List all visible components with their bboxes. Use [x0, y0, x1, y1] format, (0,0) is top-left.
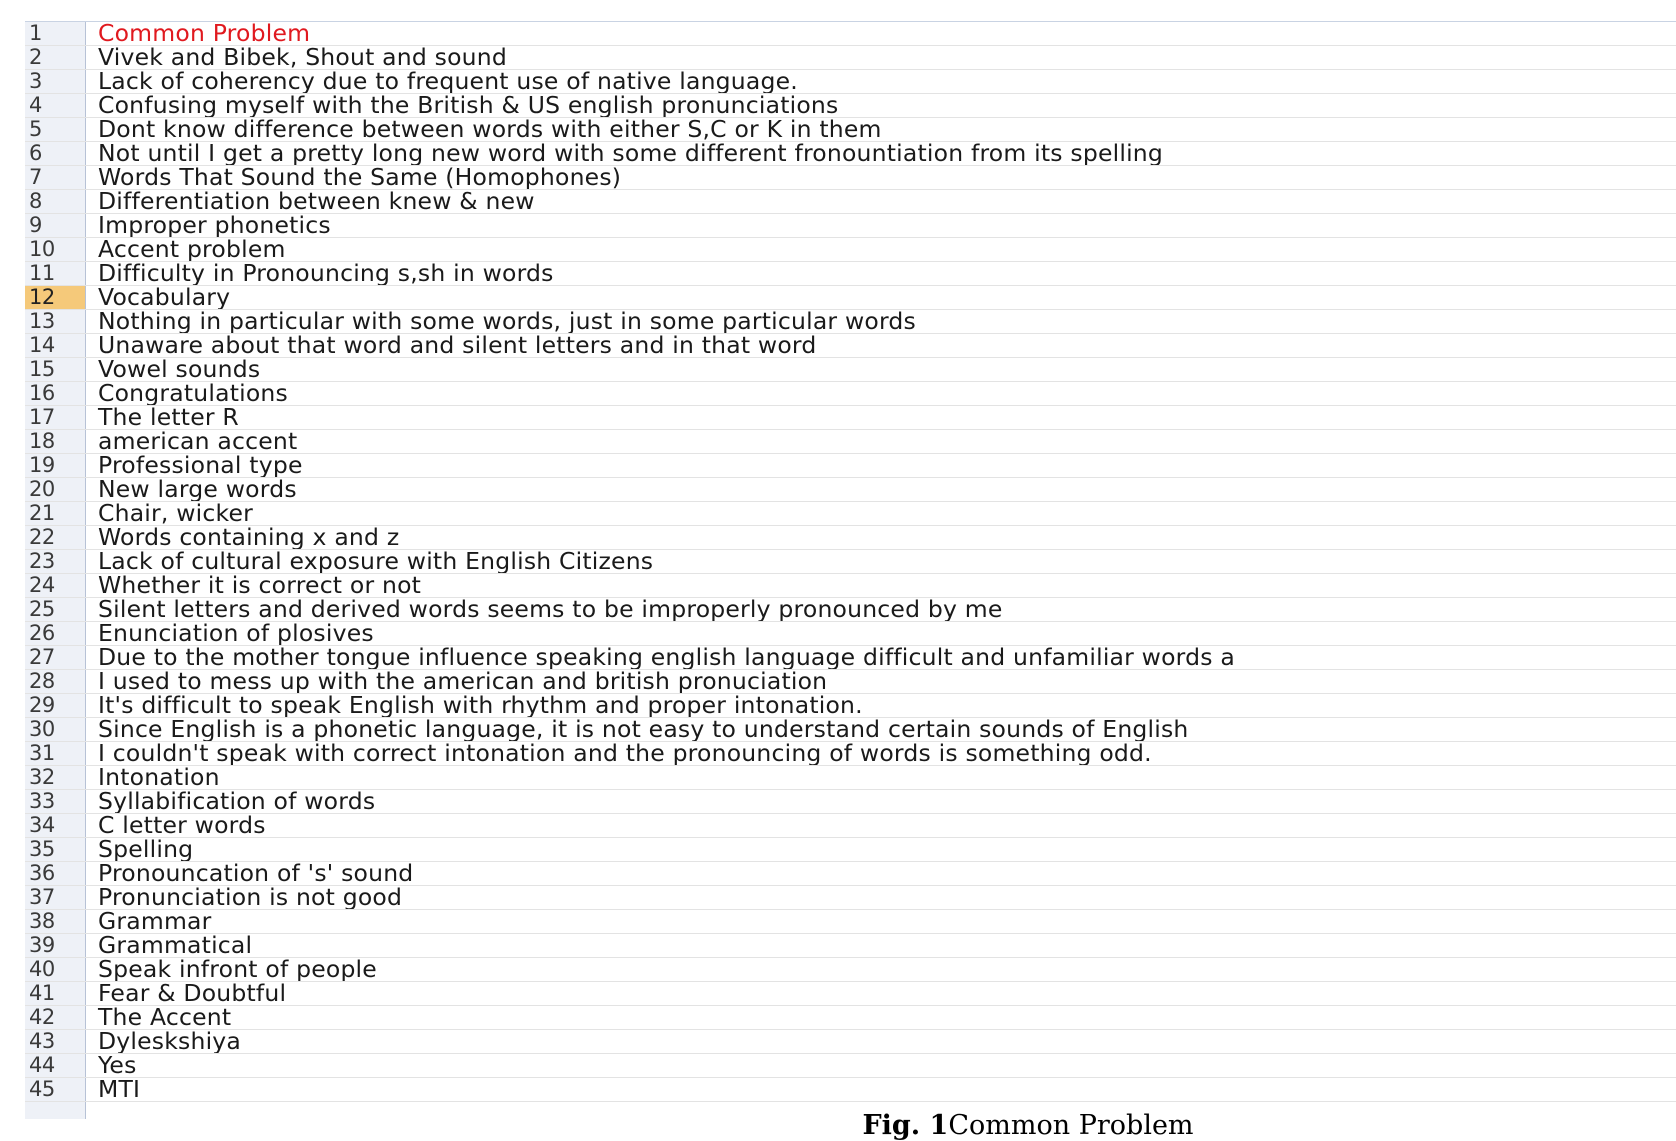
table-cell[interactable]: Lack of coherency due to frequent use of native language. [98, 70, 798, 93]
row-header[interactable]: 6 [25, 142, 86, 165]
table-cell[interactable]: Vocabulary [98, 286, 231, 309]
row-header[interactable]: 38 [25, 910, 86, 933]
row-header[interactable]: 18 [25, 430, 86, 453]
row-header[interactable]: 21 [25, 502, 86, 525]
table-row[interactable] [25, 22, 1676, 46]
table-row[interactable] [25, 70, 1676, 94]
table-cell[interactable]: Not until I get a pretty long new word with some different fronountiation from its spelling [98, 142, 1164, 165]
row-header[interactable]: 36 [25, 862, 86, 885]
table-cell[interactable]: Words That Sound the Same (Homophones) [98, 166, 622, 189]
table-row[interactable] [25, 838, 1676, 862]
table-cell[interactable]: Vowel sounds [98, 358, 261, 381]
table-cell[interactable]: Speak infront of people [98, 958, 377, 981]
table-row[interactable] [25, 286, 1676, 310]
table-cell[interactable]: MTI [98, 1078, 141, 1101]
table-cell[interactable]: Confusing myself with the British & US english pronunciations [98, 94, 839, 117]
row-header[interactable]: 39 [25, 934, 86, 957]
table-row[interactable] [25, 166, 1676, 190]
table-row[interactable] [25, 790, 1676, 814]
table-cell[interactable]: Accent problem [98, 238, 286, 261]
row-header[interactable]: 44 [25, 1054, 86, 1077]
table-cell[interactable]: The letter R [98, 406, 239, 429]
table-cell[interactable]: Silent letters and derived words seems to be improperly pronounced by me [98, 598, 1003, 621]
table-cell[interactable]: Lack of cultural exposure with English Citizens [98, 550, 654, 573]
table-cell[interactable]: Dyleskshiya [98, 1030, 242, 1053]
table-row[interactable] [25, 1006, 1676, 1030]
table-cell[interactable]: Nothing in particular with some words, just in some particular words [98, 310, 916, 333]
row-header[interactable]: 11 [25, 262, 86, 285]
table-cell[interactable]: Grammar [98, 910, 212, 933]
table-cell[interactable]: C letter words [98, 814, 266, 837]
table-row[interactable] [25, 238, 1676, 262]
row-header[interactable]: 25 [25, 598, 86, 621]
table-cell[interactable]: The Accent [98, 1006, 232, 1029]
table-cell[interactable]: Since English is a phonetic language, it is not easy to understand certain sounds of English [98, 718, 1189, 741]
table-cell[interactable]: Grammatical [98, 934, 253, 957]
row-header[interactable]: 31 [25, 742, 86, 765]
row-header[interactable]: 30 [25, 718, 86, 741]
table-cell[interactable]: Fear & Doubtful [98, 982, 287, 1005]
row-header[interactable]: 26 [25, 622, 86, 645]
table-row[interactable] [25, 430, 1676, 454]
table-row[interactable] [25, 550, 1676, 574]
row-header[interactable]: 32 [25, 766, 86, 789]
table-row[interactable] [25, 382, 1676, 406]
table-cell[interactable]: Yes [98, 1054, 137, 1077]
row-header[interactable]: 7 [25, 166, 86, 189]
table-cell[interactable]: Dont know difference between words with either S,C or K in them [98, 118, 882, 141]
table-cell[interactable]: It's difficult to speak English with rhythm and proper intonation. [98, 694, 863, 717]
table-row[interactable] [25, 670, 1676, 694]
table-row[interactable] [25, 142, 1676, 166]
table-row[interactable] [25, 862, 1676, 886]
table-row[interactable] [25, 1054, 1676, 1078]
row-header[interactable]: 16 [25, 382, 86, 405]
row-header[interactable]: 28 [25, 670, 86, 693]
row-header[interactable]: 3 [25, 70, 86, 93]
row-header[interactable]: 35 [25, 838, 86, 861]
table-cell[interactable]: Whether it is correct or not [98, 574, 422, 597]
row-header[interactable]: 17 [25, 406, 86, 429]
table-cell[interactable]: Differentiation between knew & new [98, 190, 535, 213]
table-row[interactable] [25, 814, 1676, 838]
table-cell[interactable]: Enunciation of plosives [98, 622, 374, 645]
row-header[interactable]: 10 [25, 238, 86, 261]
table-cell[interactable]: Improper phonetics [98, 214, 331, 237]
table-row[interactable] [25, 982, 1676, 1006]
table-row[interactable] [25, 262, 1676, 286]
row-header[interactable]: 13 [25, 310, 86, 333]
table-cell[interactable]: Intonation [98, 766, 220, 789]
table-cell[interactable]: Spelling [98, 838, 194, 861]
row-header[interactable]: 41 [25, 982, 86, 1005]
row-header[interactable]: 29 [25, 694, 86, 717]
table-row[interactable] [25, 214, 1676, 238]
table-cell[interactable]: Unaware about that word and silent letters and in that word [98, 334, 817, 357]
table-row[interactable] [25, 454, 1676, 478]
row-header[interactable]: 37 [25, 886, 86, 909]
table-cell[interactable]: Pronunciation is not good [98, 886, 403, 909]
table-row[interactable] [25, 1078, 1676, 1102]
row-header[interactable]: 12 [25, 286, 86, 309]
row-header[interactable]: 22 [25, 526, 86, 549]
figure-caption-label: Fig. 1 [862, 1110, 949, 1141]
table-row[interactable] [25, 46, 1676, 70]
table-row[interactable] [25, 478, 1676, 502]
table-cell[interactable]: Vivek and Bibek, Shout and sound [98, 46, 507, 69]
table-row[interactable] [25, 934, 1676, 958]
table-cell[interactable]: I used to mess up with the american and british pronuciation [98, 670, 828, 693]
spreadsheet-grid [25, 21, 1676, 1119]
table-row[interactable] [25, 502, 1676, 526]
table-row[interactable] [25, 622, 1676, 646]
table-row[interactable] [25, 310, 1676, 334]
table-row[interactable] [25, 94, 1676, 118]
row-header[interactable]: 20 [25, 478, 86, 501]
table-cell[interactable]: Professional type [98, 454, 303, 477]
table-cell[interactable]: Chair, wicker [98, 502, 253, 525]
row-header[interactable]: 5 [25, 118, 86, 141]
row-header[interactable]: 23 [25, 550, 86, 573]
row-header[interactable]: 34 [25, 814, 86, 837]
table-cell[interactable]: Syllabification of words [98, 790, 376, 813]
table-cell[interactable]: Difficulty in Pronouncing s,sh in words [98, 262, 554, 285]
table-row[interactable] [25, 526, 1676, 550]
table-row[interactable] [25, 598, 1676, 622]
row-header[interactable]: 43 [25, 1030, 86, 1053]
table-row[interactable] [25, 334, 1676, 358]
row-header[interactable]: 45 [25, 1078, 86, 1101]
table-cell[interactable]: Congratulations [98, 382, 288, 405]
column-header-cell[interactable]: Common Problem [98, 22, 311, 45]
row-header[interactable]: 4 [25, 94, 86, 117]
row-header[interactable]: 24 [25, 574, 86, 597]
row-header[interactable]: 19 [25, 454, 86, 477]
row-header[interactable]: 1 [25, 22, 86, 45]
table-row[interactable] [25, 358, 1676, 382]
row-header[interactable]: 33 [25, 790, 86, 813]
table-row[interactable] [25, 574, 1676, 598]
table-cell[interactable]: Pronouncation of 's' sound [98, 862, 414, 885]
table-cell[interactable]: I couldn't speak with correct intonation and the pronouncing of words is something odd. [98, 742, 1152, 765]
table-row[interactable] [25, 646, 1676, 670]
row-header[interactable]: 27 [25, 646, 86, 669]
table-cell[interactable]: american accent [98, 430, 298, 453]
table-row[interactable] [25, 118, 1676, 142]
figure-caption-text: Common Problem [948, 1110, 1194, 1141]
table-row[interactable] [25, 190, 1676, 214]
table-cell[interactable]: New large words [98, 478, 297, 501]
row-header[interactable]: 14 [25, 334, 86, 357]
table-row[interactable] [25, 958, 1676, 982]
row-header[interactable]: 8 [25, 190, 86, 213]
table-row[interactable] [25, 694, 1676, 718]
row-header[interactable]: 15 [25, 358, 86, 381]
row-header[interactable]: 40 [25, 958, 86, 981]
table-row[interactable] [25, 766, 1676, 790]
table-row[interactable] [25, 886, 1676, 910]
table-row[interactable] [25, 742, 1676, 766]
table-row[interactable] [25, 718, 1676, 742]
table-cell[interactable]: Due to the mother tongue influence speaking english language difficult and unfamiliar words a [98, 646, 1235, 669]
figure-caption [0, 1110, 1676, 1141]
row-header[interactable]: 9 [25, 214, 86, 237]
table-row[interactable] [25, 1030, 1676, 1054]
table-row[interactable] [25, 406, 1676, 430]
row-header[interactable]: 2 [25, 46, 86, 69]
table-cell[interactable]: Words containing x and z [98, 526, 400, 549]
table-row[interactable] [25, 910, 1676, 934]
row-header[interactable]: 42 [25, 1006, 86, 1029]
